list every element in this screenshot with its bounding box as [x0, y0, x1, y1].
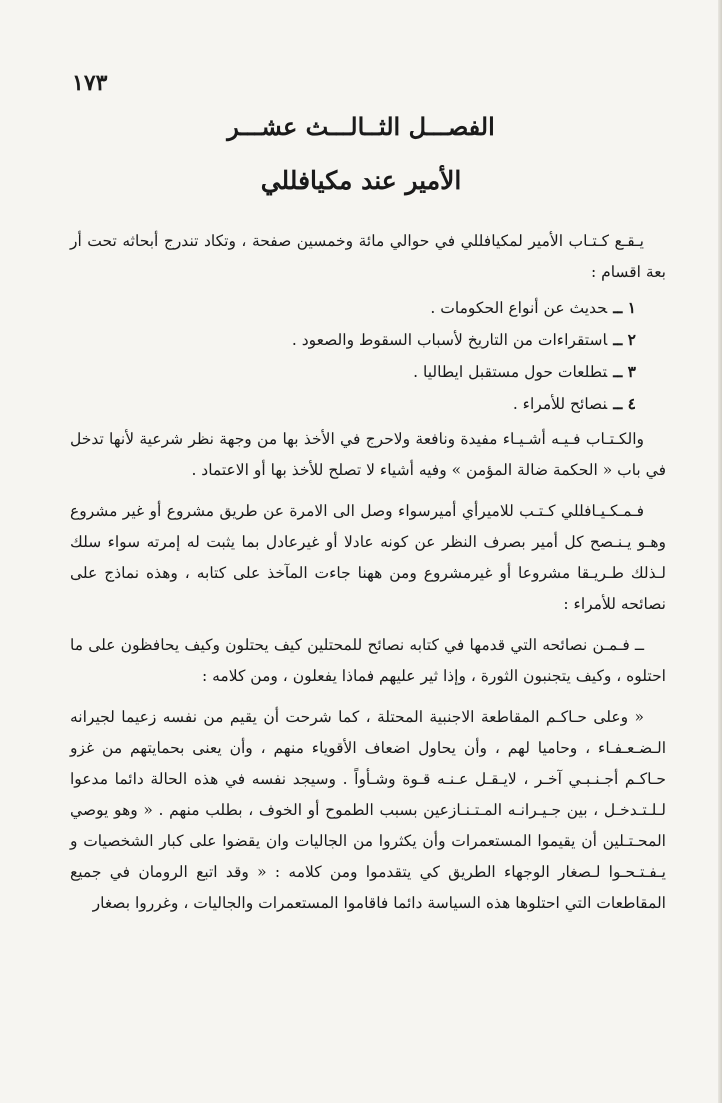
list-item — [70, 324, 636, 356]
list-item — [70, 356, 636, 388]
list-item — [70, 292, 636, 324]
page-number: ١٧٣ — [72, 70, 108, 96]
list-item-number: ١ ــ — [613, 298, 636, 317]
list-item-number: ٣ ــ — [613, 362, 636, 381]
list-item-text: نصائح للأمراء . — [512, 395, 608, 413]
list-item-number: ٢ ــ — [613, 330, 636, 349]
list-item-text: حديث عن أنواع الحكومات . — [430, 299, 608, 317]
list-item-text: تطلعات حول مستقبل ايطاليا . — [413, 363, 608, 381]
intro-paragraph: يـقـع كـتـاب الأمير لمكيافللي في حوالي مائة وخمسين صفحة ، وتكاد تندرج أبحاثه تحت أر بعة اقسام : — [70, 232, 666, 281]
list-item-number: ٤ ــ — [613, 394, 636, 413]
list-item-text: استقراءات من التاريخ لأسباب السقوط والصعود . — [291, 331, 608, 349]
quote-paragraph: « وعلى حـاكـم المقاطعة الاجنبية المحتلة ، كما شرحت أن يقيم من نفسه زعيما لجيرانه الـضـعـفـاء ، وحاميا لهم ، وأن يحاول اضعاف الأقوياء منهم ، وأن يعنى بحمايتهم من غزو حـاكـم أجـنـبـي آخـر ، لايـقـل عـنـه قـوة وشـأواً . وسيجد نفسه في هذه الحالة دائما مدعوا لـلـتـدخـل ، بين جـيـرانـه المـتـنـازعين بسبب الطموح أو الخوف ، بطلب منهم . « وهو يوصي المحـتـلين أن يقيموا المستعمرات وأن يكثروا من الجاليات وان يقضوا على كبار الشخصيات و يـفـتـحـوا لـصغار الوجهاء الطريق كي يتقدموا ومن كلامه : « وقد اتبع الرومان في جميع المقاطعات التي احتلوها هذه السياسة دائما فاقاموا المستعمرات والجاليات ، وغرروا بصغار — [70, 708, 666, 912]
topics-list — [70, 292, 666, 420]
paragraph: فـمـكـيـافللي كـتـب للاميرأي أميرسواء وصل الى الامرة عن طريق مشروع أو غير مشروع وهـو يـنـصح كل أمير بصرف النظر عن كونه عادلا أو غيرعادل بما يثبت له إمرته سواء سلك لـذلك طـريـقا مشروعا أو غيرمشروع ومن ههنا جاءت المآخذ على كتابه ، وهذه نماذج على نصائحه للأمراء : — [70, 502, 666, 613]
chapter-title: الفصـــل الثــالـــث عشـــر — [227, 112, 495, 141]
body-text — [70, 226, 666, 919]
paragraph: ــ فـمـن نصائحه التي قدمها في كتابه نصائح للمحتلين كيف يحتلون وكيف يحافظون على ما احتلوه ، وكيف يتجنبون الثورة ، وإذا ثير عليهم فماذا يفعلون ، ومن كلامه : — [70, 636, 666, 685]
chapter-subtitle: الأمير عند مكيافللي — [260, 166, 462, 195]
list-item — [70, 388, 636, 420]
paragraph: والكـتـاب فـيـه أشـيـاء مفيدة ونافعة ولاحرج في الأخذ بها من وجهة نظر شرعية لأنها تدخل في باب « الحكمة ضالة المؤمن » وفيه أشياء لا تصلح للأخذ بها أو الاعتماد . — [70, 430, 666, 479]
